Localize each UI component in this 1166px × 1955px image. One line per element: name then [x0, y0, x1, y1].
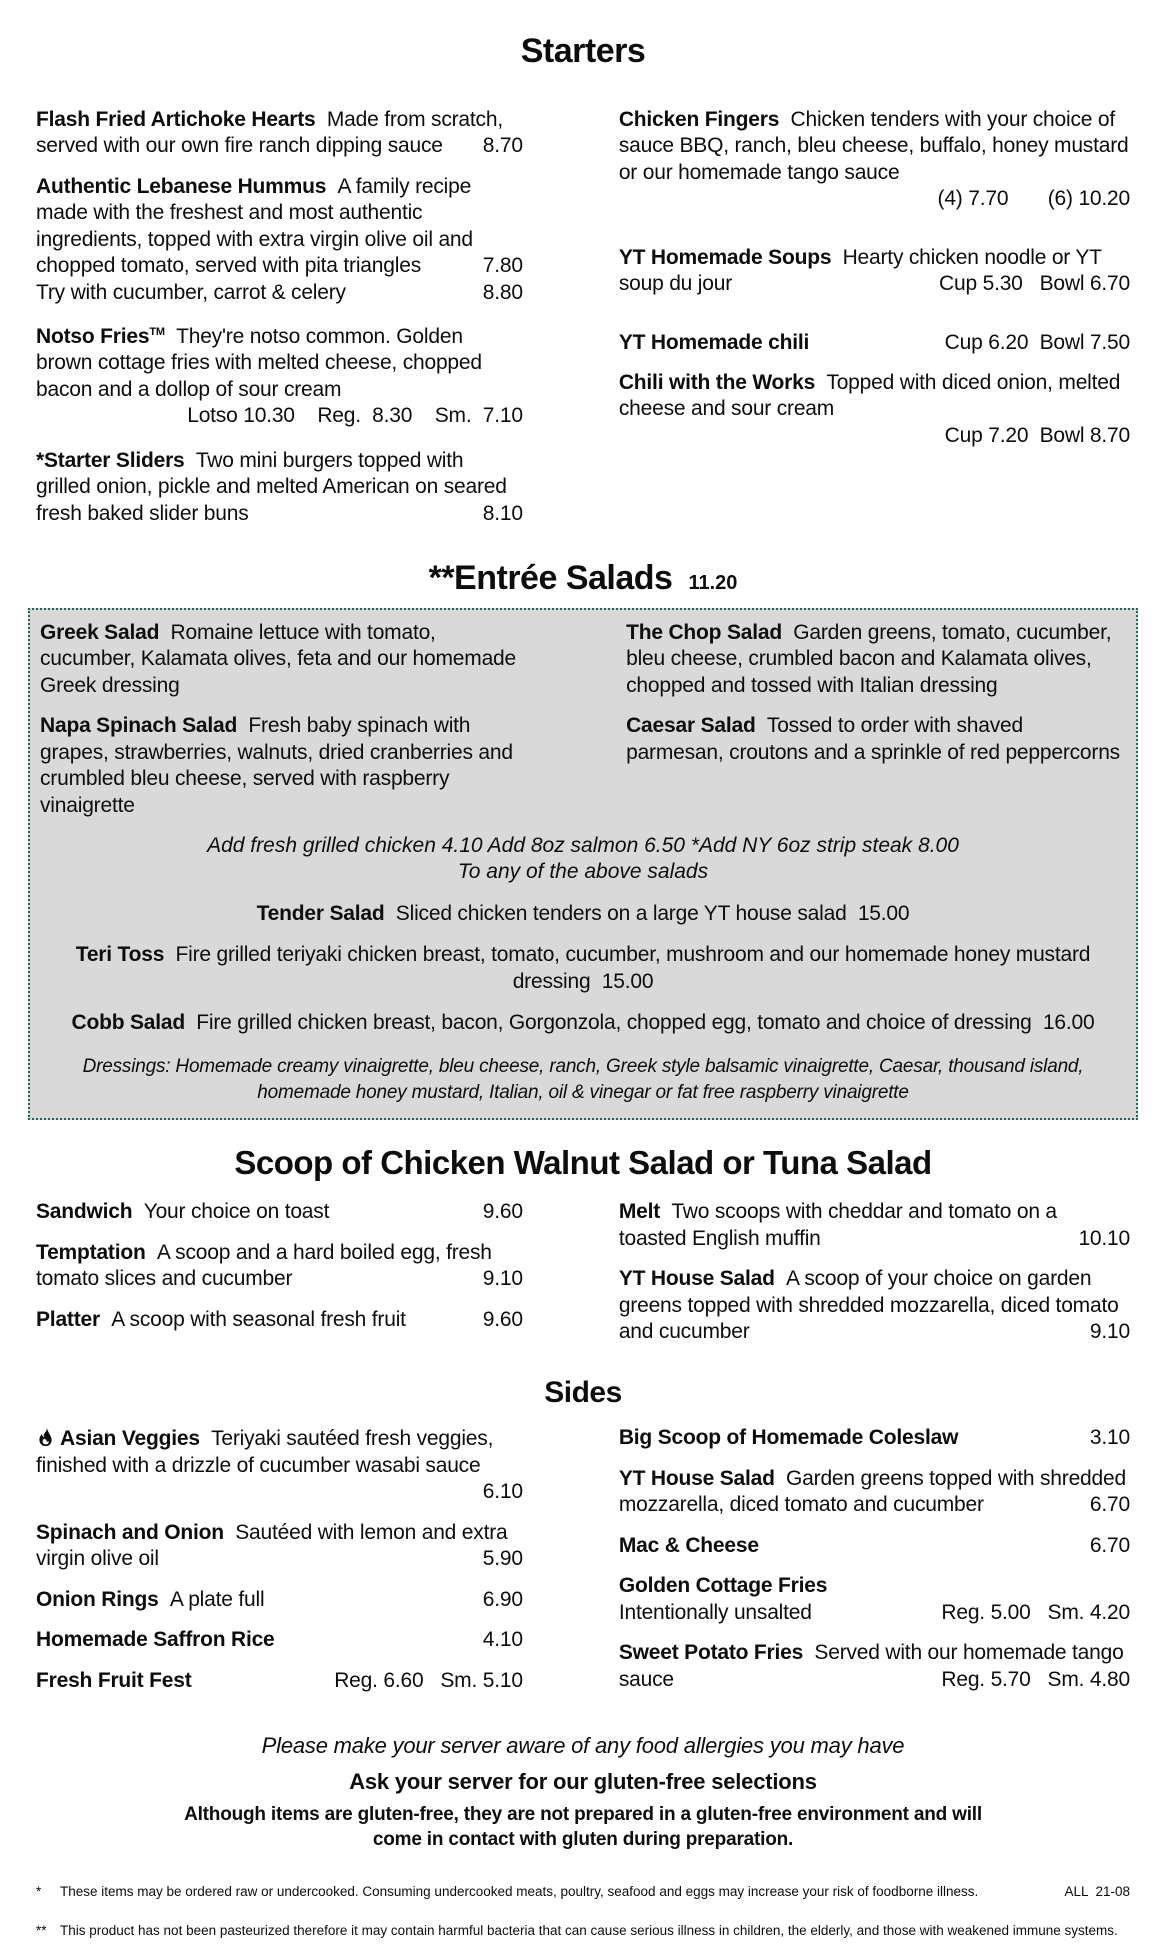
scoop-heading: Scoop of Chicken Walnut Salad or Tuna Salad: [234, 1143, 932, 1181]
item-price: 9.60: [482, 1307, 523, 1331]
menu-item-melt: [619, 1199, 1130, 1252]
sides-heading: Sides: [544, 1375, 622, 1409]
item-desc: Fire grilled teriyaki chicken breast, tomato, cucumber, mushroom and our homemade honey mustard dressing: [175, 943, 1091, 993]
subline-text: Try with cucumber, carrot & celery: [36, 280, 346, 304]
menu-item-caesar-salad: [626, 713, 1126, 766]
dressings-note: Dressings: Homemade creamy vinaigrette, bleu cheese, ranch, Greek style balsamic vinaigrette, Caesar, thousand island, homemade honey mustard, Italian, oil & vinegar or fat free raspberry vinaigrette: [82, 1056, 1084, 1104]
item-desc: Fresh baby spinach with grapes, strawberries, walnuts, dried cranberries and crumbled bleu cheese, served with raspberry vinaigrette: [40, 714, 513, 817]
scoop-right-column: [619, 1199, 1130, 1359]
item-name: Big Scoop of Homemade Coleslaw: [618, 1426, 959, 1450]
footnote-pasteurized: [36, 1922, 1130, 1939]
entree-left-column: [40, 620, 516, 833]
menu-item-starter-sliders: [36, 448, 523, 527]
starters-heading: Starters: [520, 32, 646, 70]
menu-item-onion-rings: [36, 1587, 523, 1613]
item-subline: [36, 280, 523, 306]
item-price-line: (4) 7.70 (6) 10.20: [937, 187, 1130, 211]
subline-text: Intentionally unsalted: [618, 1600, 812, 1624]
gluten-free-heading: Ask your server for our gluten-free selections: [349, 1768, 817, 1794]
item-price: Cup 6.20 Bowl 7.50: [944, 330, 1130, 354]
item-desc: Garden greens, tomato, cucumber, bleu cheese, crumbled bacon and Kalamata olives, chopped and tossed with Italian dressing: [626, 621, 1112, 697]
salad-addons-line1: Add fresh grilled chicken 4.10 Add 8oz salmon 6.50 *Add NY 6oz strip steak 8.00: [207, 834, 959, 858]
item-desc: Two scoops with cheddar and tomato on a toasted English muffin: [618, 1200, 1057, 1250]
item-price: 15.00: [601, 969, 654, 993]
item-name: The Chop Salad: [626, 621, 782, 644]
item-price-line: 6.10: [482, 1480, 523, 1504]
item-name: Melt: [618, 1200, 661, 1224]
sides-right-column: [619, 1425, 1130, 1708]
item-price: 3.10: [1089, 1426, 1130, 1450]
entree-salads-price: 11.20: [688, 572, 738, 595]
item-price: 6.70: [1089, 1493, 1130, 1517]
salad-addons-line2: To any of the above salads: [457, 860, 709, 884]
footnote-raw-undercooked: [36, 1883, 1130, 1900]
item-price: Cup 5.30 Bowl 6.70: [939, 272, 1130, 296]
menu-item-chicken-fingers: [619, 107, 1130, 213]
item-desc: They're notso common. Golden brown cottage fries with melted cheese, chopped bacon and a dollop of sour cream: [36, 325, 482, 401]
item-name: Tender Salad: [256, 901, 385, 925]
item-price: 16.00: [1042, 1011, 1095, 1035]
item-price: 10.10: [1078, 1226, 1130, 1250]
footnote-mark: **: [36, 1922, 47, 1938]
entree-salads-title: **Entrée Salads: [428, 559, 673, 598]
item-name: Mac & Cheese: [618, 1533, 759, 1557]
item-price: Reg. 5.70 Sm. 4.80: [941, 1667, 1130, 1691]
item-name: Onion Rings: [36, 1587, 159, 1611]
item-name: YT Homemade Soups: [618, 245, 832, 269]
item-price: 6.70: [1089, 1533, 1130, 1557]
menu-item-chop-salad: [626, 620, 1126, 699]
starters-right-column: [619, 107, 1130, 541]
entree-right-column: [626, 620, 1126, 833]
item-price: 6.90: [482, 1587, 523, 1611]
menu-item-temptation: [36, 1240, 523, 1293]
menu-item-teri-toss: [40, 942, 1126, 995]
item-price: 8.10: [482, 501, 523, 525]
item-desc: Your choice on toast: [143, 1200, 330, 1224]
item-desc: Fire grilled chicken breast, bacon, Gorgonzola, chopped egg, tomato and choice of dressing: [196, 1011, 1032, 1035]
menu-item-sweet-potato-fries: [619, 1640, 1130, 1693]
menu-item-napa-spinach-salad: [40, 713, 516, 819]
trademark-symbol: TM: [149, 326, 165, 338]
item-price: 4.10: [482, 1628, 523, 1652]
item-desc: Two mini burgers topped with grilled onion, pickle and melted American on seared fresh baked slider buns: [36, 448, 507, 525]
allergy-note: Please make your server aware of any food allergies you may have: [261, 1733, 905, 1759]
item-name: Homemade Saffron Rice: [36, 1628, 275, 1652]
subline-price: Reg. 5.00 Sm. 4.20: [941, 1600, 1130, 1624]
footnote-text: This product has not been pasteurized therefore it may contain harmful bacteria that can cause serious illness in children, the elderly, and those with weakened immune systems.: [60, 1922, 1118, 1938]
item-name: Sandwich: [36, 1200, 133, 1224]
footnote-mark: *: [36, 1883, 42, 1899]
item-desc: A scoop and a hard boiled egg, fresh tomato slices and cucumber: [36, 1240, 492, 1291]
gluten-free-note: Although items are gluten-free, they are not prepared in a gluten-free environment and will come in contact with gluten during preparation.: [184, 1804, 982, 1851]
item-desc: A plate full: [169, 1587, 265, 1611]
item-name: Flash Fried Artichoke Hearts: [36, 107, 316, 131]
item-desc: Topped with diced onion, melted cheese and sour cream: [618, 371, 1121, 421]
item-desc: A scoop with seasonal fresh fruit: [111, 1307, 406, 1331]
scoop-left-column: [36, 1199, 523, 1359]
item-desc: Sliced chicken tenders on a large YT house salad: [395, 901, 847, 925]
item-price: 7.80: [482, 254, 523, 278]
footer-notes: [36, 1732, 1130, 1853]
item-name: Fresh Fruit Fest: [36, 1668, 192, 1692]
item-name: Sweet Potato Fries: [618, 1641, 804, 1665]
item-name: Caesar Salad: [626, 714, 756, 738]
item-desc: Teriyaki sautéed fresh veggies, finished with a drizzle of cucumber wasabi sauce: [36, 1427, 494, 1477]
item-desc: Garden greens topped with shredded mozzarella, diced tomato and cucumber: [618, 1466, 1126, 1517]
item-price-line: Cup 7.20 Bowl 8.70: [944, 423, 1130, 447]
menu-item-chili-works: [619, 370, 1130, 449]
scoop-section: [36, 1199, 1130, 1359]
menu-item-fresh-fruit-fest: [36, 1668, 523, 1694]
item-subline: [619, 1600, 1130, 1626]
sides-left-column: [36, 1425, 523, 1708]
item-desc: Tossed to order with shaved parmesan, croutons and a sprinkle of red peppercorns: [626, 714, 1120, 764]
item-name: YT House Salad: [618, 1267, 775, 1291]
item-price-line: Lotso 10.30 Reg. 8.30 Sm. 7.10: [187, 404, 523, 428]
item-price: 5.90: [482, 1547, 523, 1571]
entree-salads-columns: [40, 620, 1126, 833]
item-price: 8.70: [482, 134, 523, 158]
item-name: Spinach and Onion: [36, 1520, 224, 1544]
item-desc: A family recipe made with the freshest and most authentic ingredients, topped with extra virgin olive oil and chopped tomato, served with pita triangles: [36, 174, 473, 278]
item-price: Reg. 6.60 Sm. 5.10: [334, 1668, 523, 1692]
sides-section: [36, 1425, 1130, 1708]
menu-code: ALL 21-08: [1064, 1883, 1130, 1899]
menu-item-coleslaw: [619, 1425, 1130, 1451]
menu-item-greek-salad: [40, 620, 516, 699]
menu-item-homemade-soups: [619, 245, 1130, 298]
item-name: *Starter Sliders: [36, 448, 185, 472]
menu-item-spinach-onion: [36, 1520, 523, 1573]
flame-icon: [36, 1425, 55, 1449]
entree-salads-box: [28, 608, 1138, 1120]
item-name: Chicken Fingers: [618, 107, 780, 131]
subline-price: 8.80: [482, 280, 523, 304]
item-name: YT Homemade chili: [618, 330, 810, 354]
menu-item-artichoke-hearts: [36, 107, 523, 160]
menu-item-cobb-salad: [40, 1010, 1126, 1036]
item-name: Authentic Lebanese Hummus: [36, 174, 327, 198]
item-name: Asian Veggies: [60, 1427, 200, 1451]
item-name: Platter: [36, 1307, 100, 1331]
item-name: YT House Salad: [618, 1466, 775, 1490]
menu-item-yt-house-salad-side: [619, 1466, 1130, 1519]
starters-left-column: [36, 107, 523, 541]
item-name: Napa Spinach Salad: [40, 714, 238, 738]
item-name: Golden Cottage Fries: [618, 1574, 828, 1598]
menu-item-asian-veggies: [36, 1425, 523, 1505]
entree-salads-heading: [36, 557, 1130, 600]
menu-item-mac-cheese: [619, 1533, 1130, 1559]
item-desc: Sautéed with lemon and extra virgin olive oil: [36, 1520, 508, 1571]
item-desc: Served with our homemade tango sauce: [618, 1641, 1124, 1691]
item-desc: Chicken tenders with your choice of sauce BBQ, ranch, bleu cheese, buffalo, honey mustard or our homemade tango sauce: [618, 107, 1129, 184]
menu-item-golden-cottage-fries: [619, 1573, 1130, 1626]
starters-section: [36, 107, 1130, 541]
item-desc: Romaine lettuce with tomato, cucumber, Kalamata olives, feta and our homemade Greek dressing: [40, 621, 517, 697]
item-name: Cobb Salad: [71, 1011, 186, 1035]
item-price: 9.10: [482, 1267, 523, 1291]
item-desc: Hearty chicken noodle or YT soup du jour: [618, 245, 1102, 296]
menu-item-notso-fries: [36, 324, 523, 430]
menu-item-homemade-chili: [619, 330, 1130, 356]
item-name: Notso Fries: [36, 325, 150, 348]
menu-item-platter: [36, 1307, 523, 1333]
item-price: 9.60: [482, 1200, 523, 1224]
menu-item-tender-salad: [40, 901, 1126, 927]
item-name: Greek Salad: [40, 621, 160, 644]
item-name: Teri Toss: [75, 943, 165, 967]
footnote-text: These items may be ordered raw or undercooked. Consuming undercooked meats, poultry, seafood and eggs may increase your risk of foodborne illness.: [60, 1883, 979, 1899]
item-price: 15.00: [857, 901, 910, 925]
menu-item-yt-house-salad-scoop: [619, 1266, 1130, 1345]
item-name: Chili with the Works: [618, 371, 816, 394]
item-desc: Made from scratch, served with our own fire ranch dipping sauce: [36, 107, 503, 158]
item-desc: A scoop of your choice on garden greens topped with shredded mozzarella, diced tomato and cucumber: [618, 1267, 1119, 1344]
menu-item-hummus: [36, 174, 523, 306]
menu-item-sandwich: [36, 1199, 523, 1225]
item-price: 9.10: [1089, 1320, 1130, 1344]
menu-item-saffron-rice: [36, 1627, 523, 1653]
item-name: Temptation: [36, 1240, 146, 1264]
